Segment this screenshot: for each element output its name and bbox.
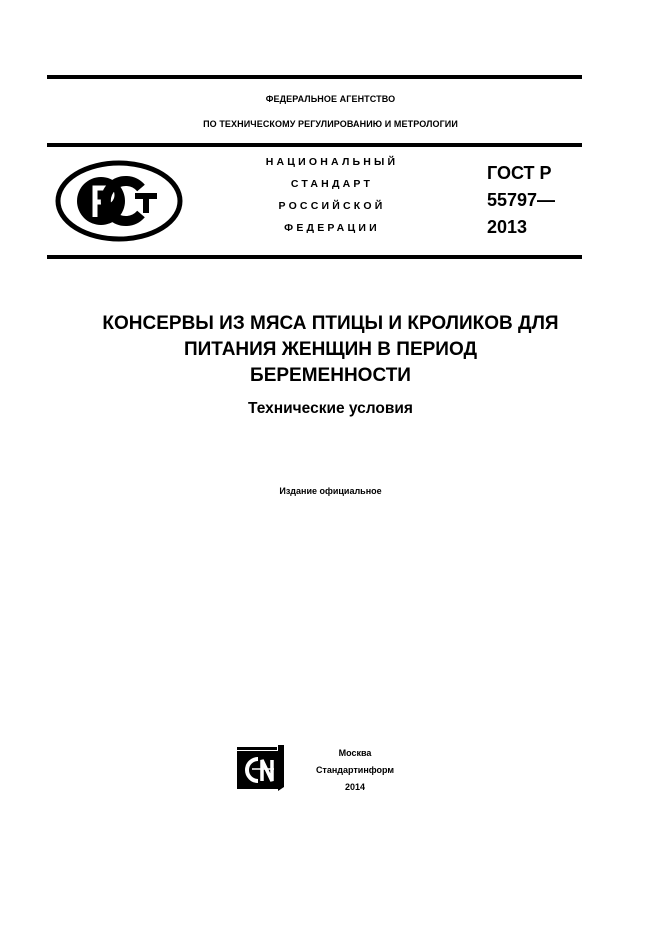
agency-line-2: ПО ТЕХНИЧЕСКОМУ РЕГУЛИРОВАНИЮ И МЕТРОЛОГИИ (203, 119, 458, 129)
publisher-block (305, 745, 405, 796)
bottom-rule (47, 255, 582, 259)
publisher-name: Стандартинформ (315, 765, 395, 775)
rst-certification-logo-icon (55, 160, 183, 242)
top-rule (47, 75, 582, 79)
gost-line-3: 2013 (487, 217, 528, 237)
document-title (0, 311, 661, 389)
gost-line-2: 55797— (487, 190, 556, 210)
publisher-year: 2014 (344, 782, 366, 792)
national-line-4: ФЕДЕРАЦИИ (284, 222, 380, 234)
title-line-3: БЕРЕМЕННОСТИ (250, 365, 411, 386)
publisher-city: Москва (338, 748, 372, 758)
agency-line-1: ФЕДЕРАЛЬНОЕ АГЕНТСТВО (265, 94, 396, 104)
document-subtitle: Технические условия (248, 400, 413, 417)
national-line-1: НАЦИОНАЛЬНЫЙ (265, 156, 399, 168)
middle-rule (47, 143, 582, 147)
gost-line-1: ГОСТ Р (487, 163, 552, 183)
title-line-2: ПИТАНИЯ ЖЕНЩИН В ПЕРИОД (183, 339, 478, 360)
national-line-2: СТАНДАРТ (290, 178, 374, 190)
standartinform-logo-icon (234, 743, 288, 791)
gost-designation (487, 160, 555, 241)
edition-label: Издание официальное (279, 486, 382, 496)
national-line-3: РОССИЙСКОЙ (278, 200, 386, 212)
title-line-1: КОНСЕРВЫ ИЗ МЯСА ПТИЦЫ И КРОЛИКОВ ДЛЯ (102, 313, 559, 334)
